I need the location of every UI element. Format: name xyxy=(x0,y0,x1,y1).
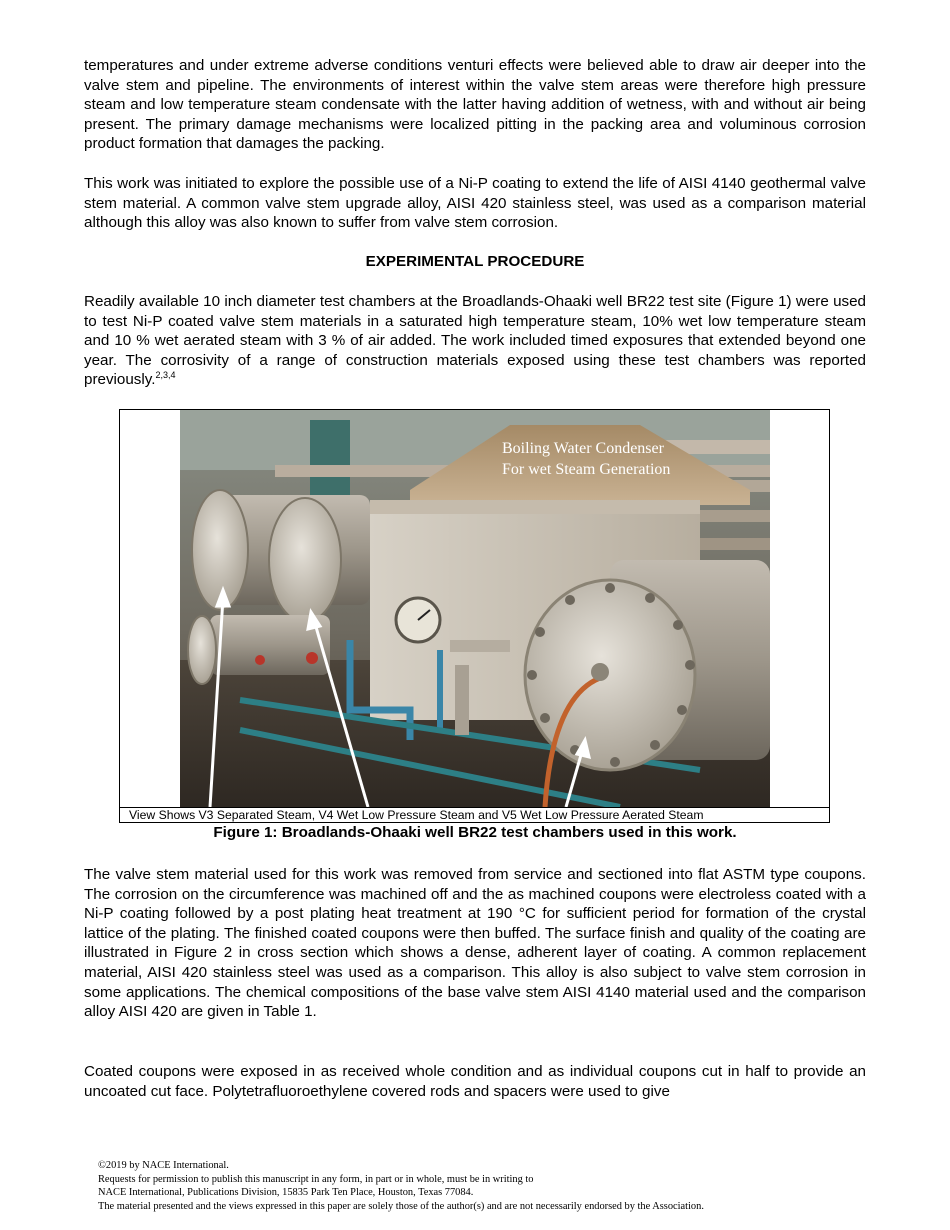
figure-1-photo xyxy=(180,410,770,807)
paragraph-valve-stem-material: The valve stem material used for this work was removed from service and sectioned into flat ASTM type coupons. The corrosion on the circumference was machined off and the as machined coupons were electroless coated with a Ni-P coating followed by a post plating heat treatment at 190 °C for sufficient period for formation of the crystal lattice of the plating. The finished coated coupons were then buffed. The surface finish and quality of the coating are illustrated in Figure 2 in cross section which shows a dense, adherent layer of coating. A common replacement material, AISI 420 stainless steel was used as a comparison. This alloy is also subject to valve stem corrosion in some applications. The chemical compositions of the base valve stem AISI 4140 material used and the comparison alloy AISI 420 are given in Table 1. xyxy=(84,866,866,1021)
paragraph-intro-continued: temperatures and under extreme adverse conditions venturi effects were believed able to draw air deeper into the valve stem and pipeline. The environments of interest within the valve stem areas were therefore high pressure steam and low temperature steam condensate with the latter having addition of wetness, with and without air being present. The primary damage mechanisms were localized pitting in the packing area and voluminous corrosion product formation that damages the packing. xyxy=(84,57,866,153)
footer-line-address: NACE International, Publications Division, 15835 Park Ten Place, Houston, Texas 77084. xyxy=(98,1187,474,1199)
paragraph-work-initiated: This work was initiated to explore the possible use of a Ni-P coating to extend the life of AISI 4140 geothermal valve stem material. A common valve stem upgrade alloy, AISI 420 stainless steel, was used as a comparison material although this alloy was also known to suffer from valve stem corrosion. xyxy=(84,175,866,232)
test-chambers-photo xyxy=(180,410,770,807)
paragraph-test-chambers-text: Readily available 10 inch diameter test chambers at the Broadlands-Ohaaki well BR22 test site (Figure 1) were used to test Ni-P coated valve stem materials in a saturated high temperature steam, 10% wet low temperature steam and 10 % wet aerated steam with 3 % of air added. The work included timed exposures that extended beyond one year. The corrosivity of a range of construction materials exposed using these test chambers was reported previously. xyxy=(84,293,866,389)
figure-overlay-label-line2: For wet Steam Generation xyxy=(502,461,671,478)
footer-line-permission: Requests for permission to publish this manuscript in any form, in part or in whole, must be in writing to xyxy=(98,1173,534,1185)
section-heading-experimental-procedure: EXPERIMENTAL PROCEDURE xyxy=(365,253,585,270)
figure-1-box xyxy=(119,409,830,823)
footer-line-copyright: ©2019 by NACE International. xyxy=(98,1160,229,1171)
figure-overlay-label-line1: Boiling Water Condenser xyxy=(502,440,664,457)
figure-inner-caption: View Shows V3 Separated Steam, V4 Wet Low Pressure Steam and V5 Wet Low Pressure Aerated Steam xyxy=(120,807,829,822)
copyright-footer xyxy=(98,1159,704,1213)
figure-1-caption: Figure 1: Broadlands-Ohaaki well BR22 test chambers used in this work. xyxy=(213,824,737,841)
paragraph-coated-coupons: Coated coupons were exposed in as received whole condition and as individual coupons cut in half to provide an uncoated cut face. Polytetrafluoroethylene covered rods and spacers were used to give xyxy=(84,1063,866,1100)
paragraph-test-chambers xyxy=(84,292,866,390)
reference-superscript: 2,3,4 xyxy=(155,370,176,381)
footer-line-disclaimer: The material presented and the views expressed in this paper are solely those of the author(s) and are not necessarily endorsed by the Association. xyxy=(98,1200,704,1212)
